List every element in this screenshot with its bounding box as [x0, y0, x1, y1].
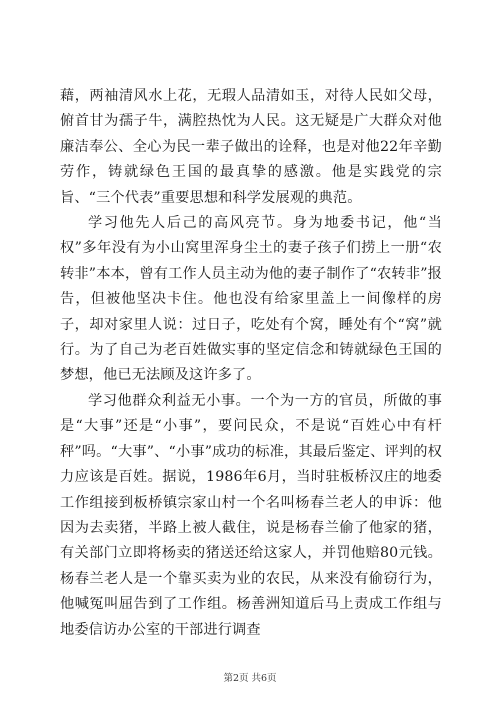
document-body [60, 84, 442, 643]
paragraph-1: 藉，两袖清风水上花，无瑕人品清如玉，对待人民如父母，俯首甘为孺子牛，满腔热忱为人民。这无疑是广大群众对他廉洁奉公、全心为民一辈子做出的诠释，也是对他22年辛勤劳作，铸就绿色王国的最真挚的感激。他是实践党的宗旨、“三个代表”重要思想和科学发展观的典范。 [60, 88, 442, 206]
page-footer: 第2页 共6页 [223, 673, 277, 684]
paragraph-3: 学习他群众利益无小事。一个为一方的官员，所做的事是“大事”还是“小事”，要问民众，不是说“百姓心中有杆秤”吗。“大事”、“小事”成功的标准，其最后鉴定、评判的权力应该是百姓。据说，1986年6月，当时驻板桥汉庄的地委工作组接到板桥镇宗家山村一个名叫杨春兰老人的申诉：他因为去卖猪，半路上被人截住，说是杨春兰偷了他家的猪，有关部门立即将杨卖的猪送还给这家人，并罚他赔80元钱。杨春兰老人是一个靠买卖为业的农民，从来没有偷窃行为，他喊冤叫屈告到了工作组。杨善洲知道后马上责成工作组与地委信访办公室的干部进行调查 [60, 392, 442, 638]
paragraph-2: 学习他先人后己的高风亮节。身为地委书记，他“当权”多年没有为小山窝里浑身尘土的妻子孩子们捞上一册“农转非”本本，曾有工作人员主动为他的妻子制作了“农转非”报告，但被他坚决卡住。他也没有给家里盖上一间像样的房子，却对家里人说：过日子，吃处有个窝，睡处有个“窝”就行。为了自己为老百姓做实事的坚定信念和铸就绿色王国的梦想，他已无法顾及这许多了。 [60, 215, 442, 384]
